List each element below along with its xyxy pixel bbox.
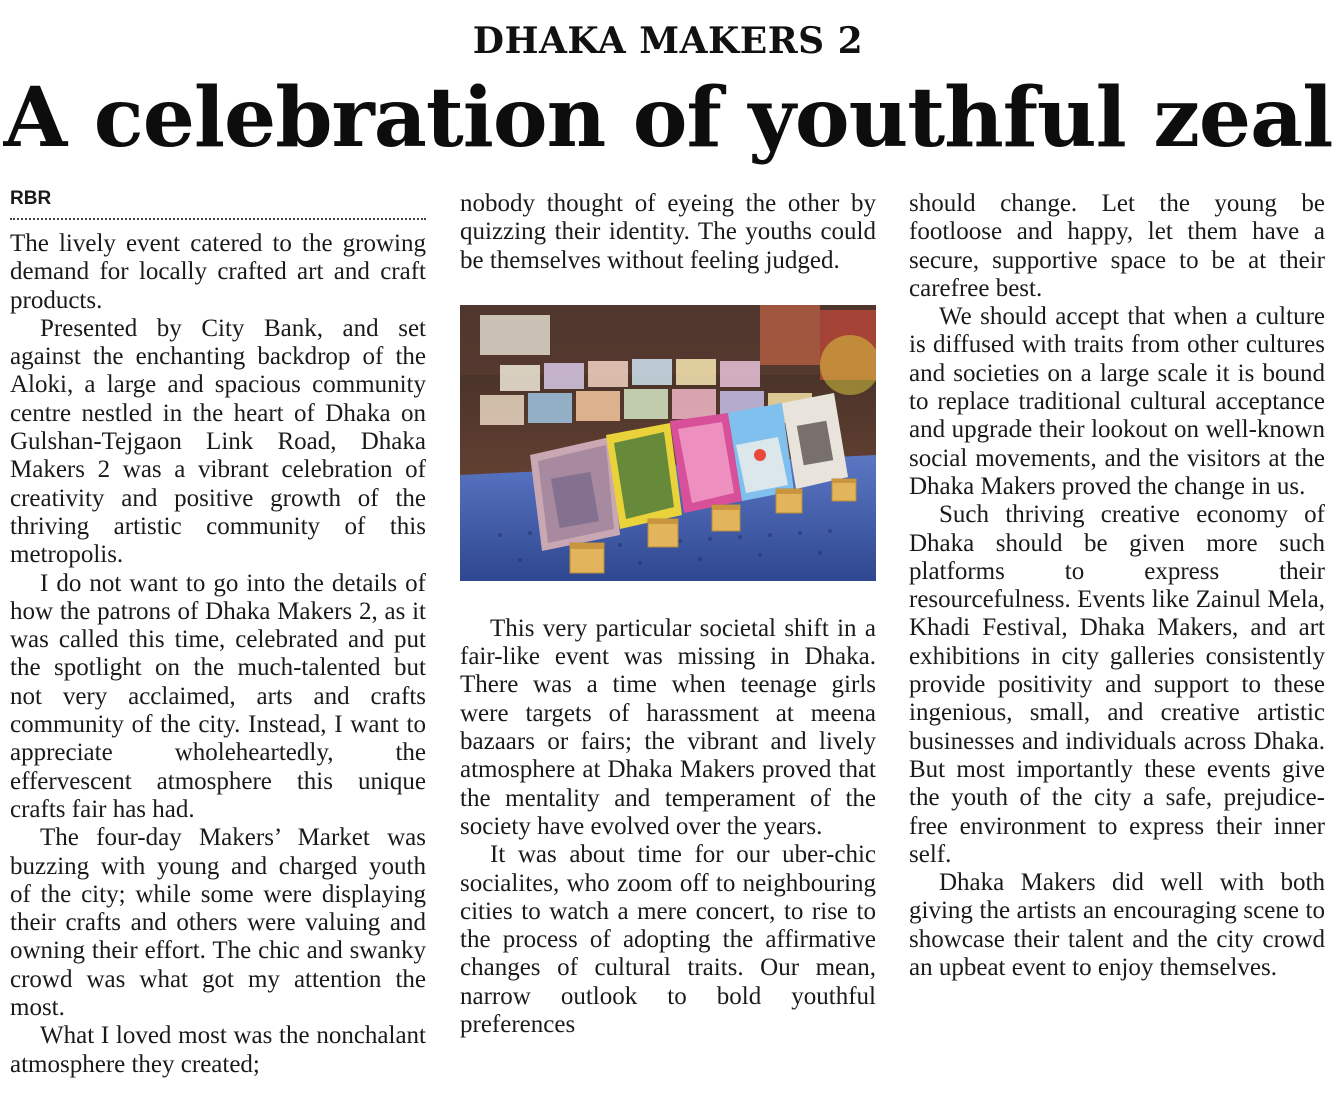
paragraph: Dhaka Makers did well with both giving the artists an encouraging scene to showcase their talent and the city crowd an upbeat event to enjoy themselves.: [909, 869, 1325, 982]
article-headline: A celebration of youthful zeal: [3, 70, 1333, 166]
paragraph: Such thriving creative economy of Dhaka should be given more such platforms to express their resourcefulness. Events like Zainul Mela, Khadi Festival, Dhaka Makers, and art exhibitions in city galleries consistently provide positivity and support to these ingenious, small, and creative artistic businesses and individuals across Dhaka. But most importantly these events give the youth of the city a safe, prejudice-free environment to express their inner self.: [909, 501, 1325, 868]
article-photo: [460, 305, 876, 581]
byline: RBR: [10, 188, 426, 220]
article-column-3: [909, 190, 1325, 982]
paragraph: It was about time for our uber-chic socialites, who zoom off to neighbouring cities to watch a mere concert, to rise to the process of adopting the affirmative changes of cultural traits. Our mean, narrow outlook to bold youthful preferences: [460, 841, 876, 1039]
paragraph: The four-day Makers’ Market was buzzing with young and charged youth of the city; while some were displaying their crafts and others were valuing and owning their effort. The chic and swanky crowd was what got my attention the most.: [10, 824, 426, 1022]
article-column-1: [10, 188, 426, 1079]
article-column-2: [460, 190, 876, 1039]
paragraph: We should accept that when a culture is diffused with traits from other cultures and societies on a large scale it is bound to replace traditional cultural acceptance and upgrade their lookout on well-known social movements, and the visitors at the Dhaka Makers proved the change in us.: [909, 303, 1325, 500]
paragraph: This very particular societal shift in a fair-like event was missing in Dhaka. There was a time when teenage girls were targets of harassment at meena bazaars or fairs; the vibrant and lively atmosphere at Dhaka Makers proved that the mentality and temperament of the society have evolved over the years.: [460, 614, 876, 840]
craft-postcards-photo: [460, 305, 876, 581]
paragraph: nobody thought of eyeing the other by quizzing their identity. The youths could be themselves without feeling judged.: [460, 190, 876, 274]
paragraph: The lively event catered to the growing demand for locally crafted art and craft products.: [10, 230, 426, 314]
paragraph: I do not want to go into the details of how the patrons of Dhaka Makers 2, as it was called this time, celebrated and put the spotlight on the much-talented but not very acclaimed, arts and crafts community of the city. Instead, I want to appreciate wholeheartedly, the effervescent atmosphere this unique crafts fair has had.: [10, 569, 426, 823]
paragraph: What I loved most was the nonchalant atmosphere they created;: [10, 1022, 426, 1078]
paragraph: should change. Let the young be footloose and happy, let them have a secure, supportive space to be at their carefree best.: [909, 190, 1325, 302]
article-kicker: DHAKA MAKERS 2: [472, 20, 864, 62]
paragraph: Presented by City Bank, and set against the enchanting backdrop of the Aloki, a large and spacious community centre nestled in the heart of Dhaka on Gulshan-Tejgaon Link Road, Dhaka Makers 2 was a vibrant celebration of creativity and positive growth of the thriving artistic community of this metropolis.: [10, 314, 426, 569]
